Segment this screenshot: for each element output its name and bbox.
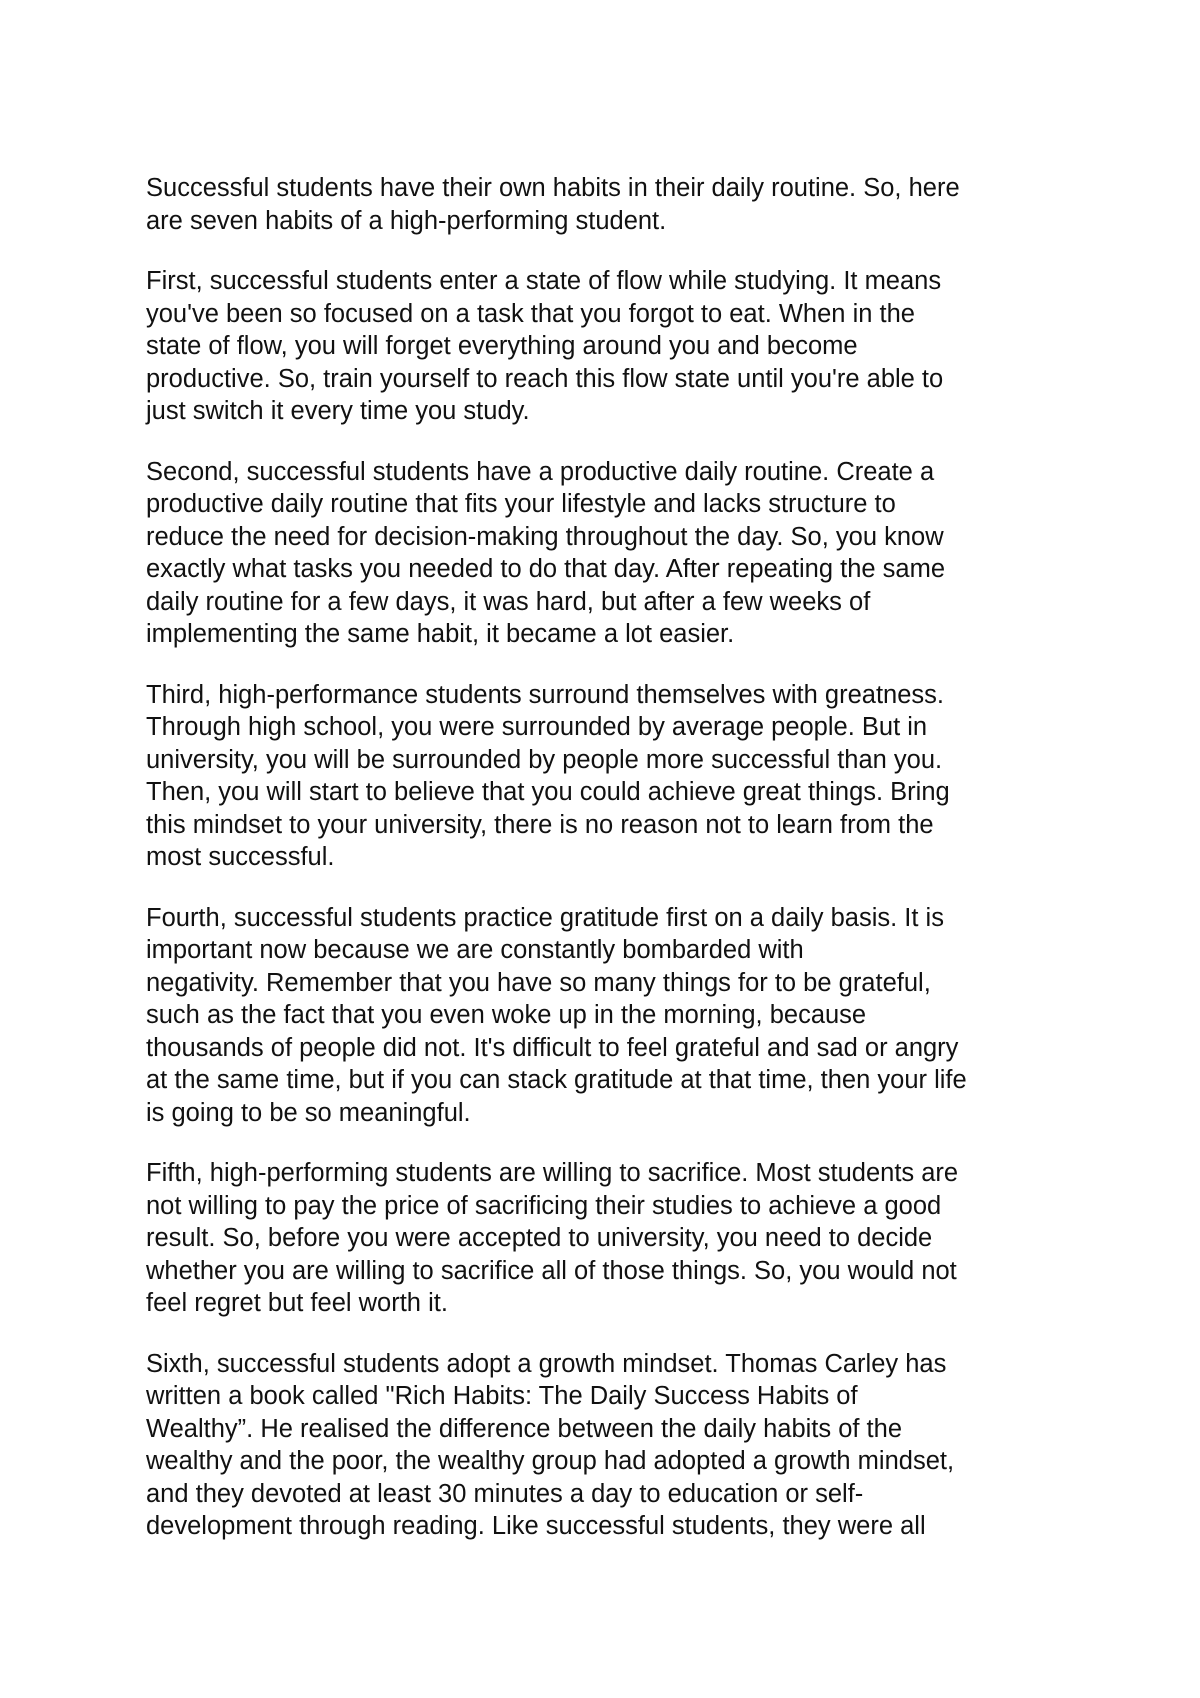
paragraph-fifth-habit (146, 1157, 1066, 1320)
text-line: First, successful students enter a state of flow while studying. It means (146, 267, 942, 295)
text-line: at the same time, but if you can stack gratitude at that time, then your life (146, 1066, 967, 1094)
text-line: exactly what tasks you needed to do that day. After repeating the same (146, 555, 946, 583)
text-line: negativity. Remember that you have so many things for to be grateful, (146, 968, 931, 997)
text-line: written a book called "Rich Habits: The Daily Success Habits of (146, 1382, 858, 1410)
text-line: not willing to pay the price of sacrificing their studies to achieve a good (146, 1191, 942, 1220)
text-line: Through high school, you were surrounded by average people. But in (146, 713, 928, 741)
text-line: you've been so focused on a task that you forgot to eat. When in the (146, 299, 915, 328)
paragraph-first-habit (146, 265, 1066, 428)
text-line: implementing the same habit, it became a lot easier. (146, 620, 735, 648)
text-line: Successful students have their own habits in their daily routine. So, here (146, 174, 960, 202)
text-line: Wealthy”. He realised the difference between the daily habits of the (146, 1414, 903, 1443)
paragraph-sixth-habit (146, 1348, 1066, 1543)
text-line: development through reading. Like successful students, they were all (146, 1512, 926, 1540)
paragraph-intro (146, 172, 1066, 237)
text-line: most successful. (146, 843, 335, 871)
text-line: Third, high-performance students surround themselves with greatness. (146, 680, 944, 709)
paragraph-third-habit (146, 679, 1066, 874)
text-line: Then, you will start to believe that you could achieve great things. Bring (146, 778, 950, 806)
text-line: such as the fact that you even woke up in the morning, because (146, 1001, 867, 1029)
text-line: productive. So, train yourself to reach this flow state until you're able to (146, 364, 944, 393)
paragraph-fourth-habit (146, 902, 1066, 1130)
text-line: Fifth, high-performing students are willing to sacrifice. Most students are (146, 1159, 959, 1187)
text-line: are seven habits of a high-performing student. (146, 206, 667, 235)
text-line: daily routine for a few days, it was hard, but after a few weeks of (146, 587, 871, 616)
text-line: Second, successful students have a productive daily routine. Create a (146, 457, 935, 486)
text-line: productive daily routine that fits your lifestyle and lacks structure to (146, 490, 896, 518)
text-line: is going to be so meaningful. (146, 1098, 471, 1127)
document-body (146, 172, 1066, 1571)
text-line: just switch it every time you study. (146, 397, 530, 425)
text-line: reduce the need for decision-making throughout the day. So, you know (146, 522, 944, 551)
text-line: feel regret but feel worth it. (146, 1289, 448, 1317)
text-line: important now because we are constantly bombarded with (146, 936, 804, 964)
text-line: whether you are willing to sacrifice all of those things. So, you would not (146, 1256, 957, 1285)
text-line: Fourth, successful students practice gratitude first on a daily basis. It is (146, 903, 944, 932)
text-line: thousands of people did not. It's difficult to feel grateful and sad or angry (146, 1033, 959, 1062)
text-line: result. So, before you were accepted to university, you need to decide (146, 1224, 933, 1252)
text-line: state of flow, you will forget everything around you and become (146, 332, 858, 360)
paragraph-second-habit (146, 456, 1066, 651)
text-line: this mindset to your university, there is no reason not to learn from the (146, 810, 934, 839)
text-line: wealthy and the poor, the wealthy group had adopted a growth mindset, (146, 1447, 955, 1475)
text-line: university, you will be surrounded by people more successful than you. (146, 745, 943, 774)
text-line: Sixth, successful students adopt a growth mindset. Thomas Carley has (146, 1349, 947, 1378)
text-line: and they devoted at least 30 minutes a day to education or self- (146, 1479, 864, 1508)
